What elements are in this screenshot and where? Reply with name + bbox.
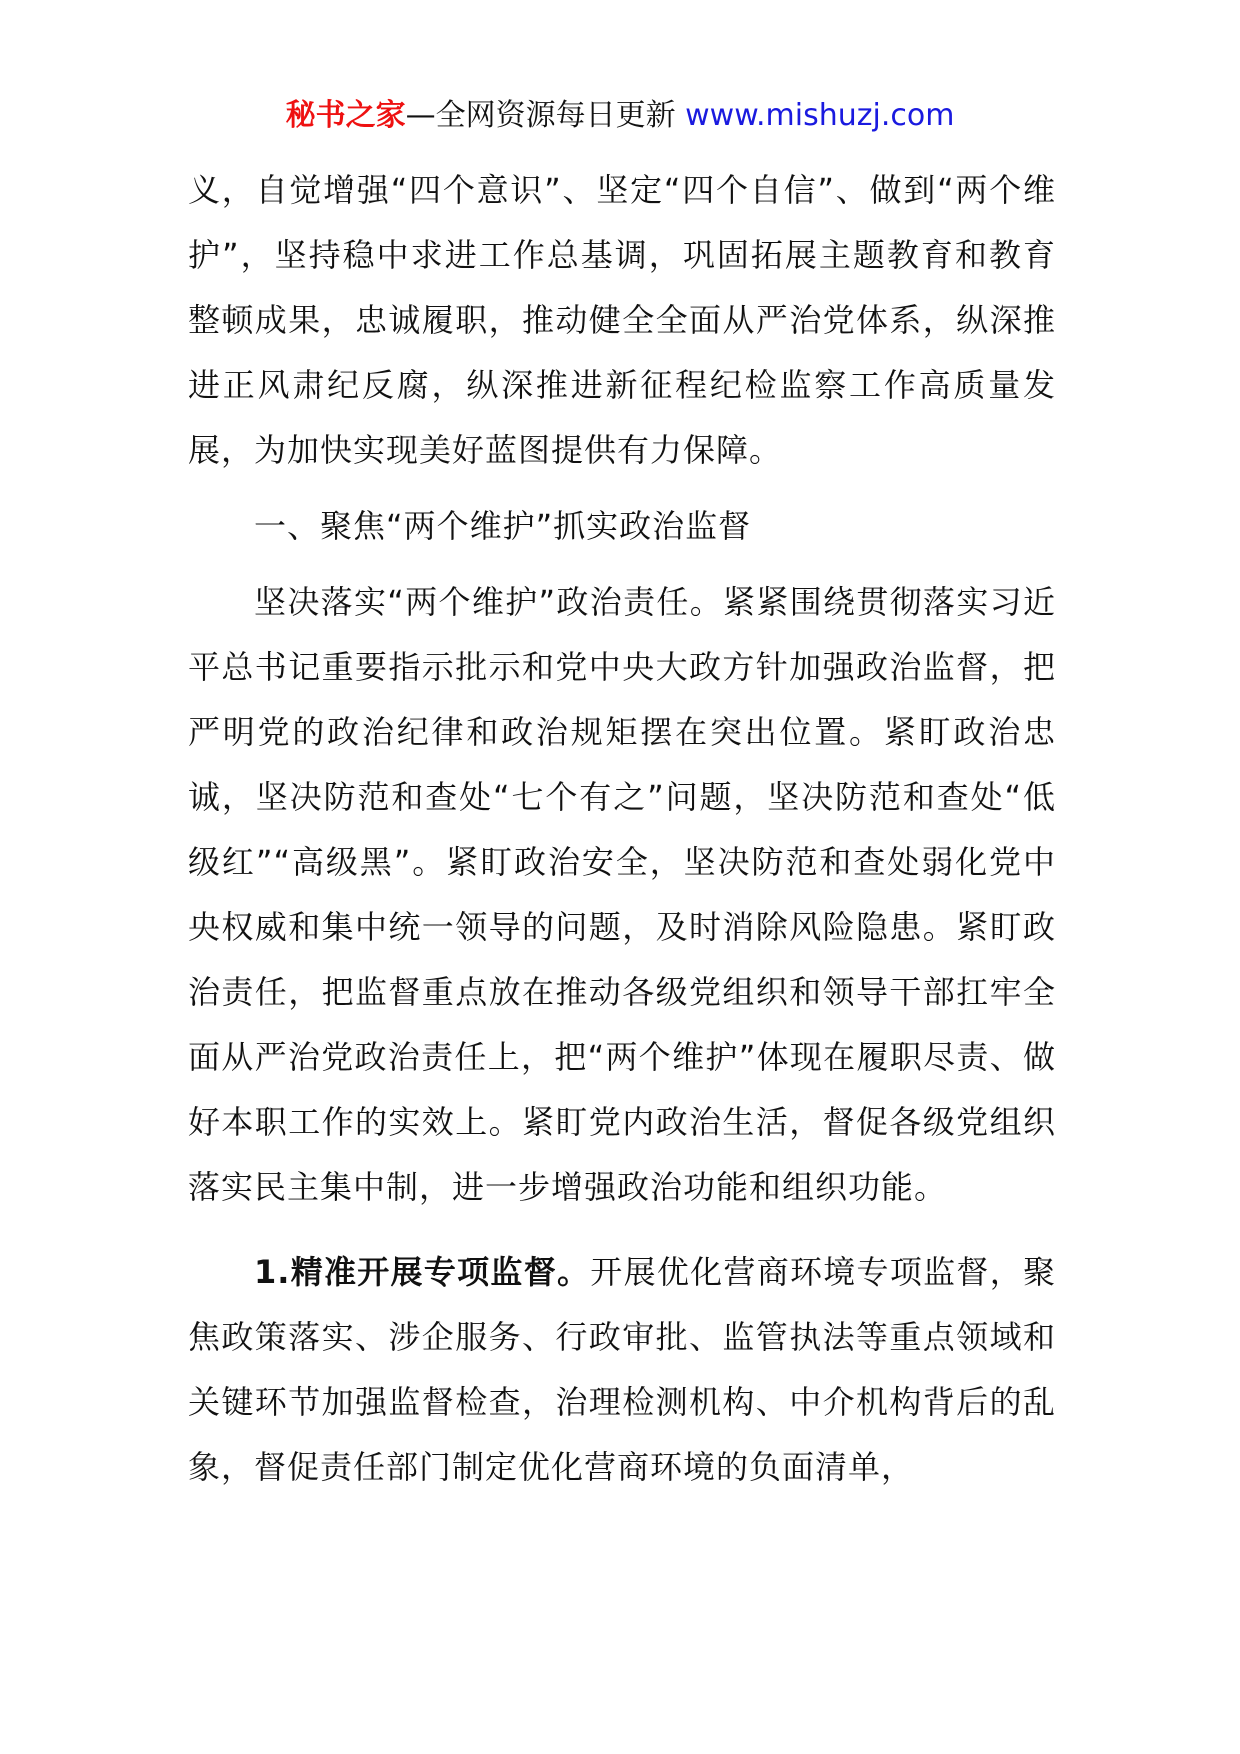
paragraph-lead-heading: 1.精准开展专项监督。 [254,1253,591,1291]
paragraph-special-supervision [188,1240,1056,1500]
paragraph-continued: 义，自觉增强“四个意识”、坚定“四个自信”、做到“两个维护”，坚持稳中求进工作总基调，巩固拓展主题教育和教育整顿成果，忠诚履职，推动健全全面从严治党体系，纵深推进正风肃纪反腐，纵深推进新征程纪检监察工作高质量发展，为加快实现美好蓝图提供有力保障。 [188,171,1056,469]
document-body [188,158,1056,1500]
brand-name: 秘书之家 [285,98,406,133]
paragraph-political-supervision: 坚决落实“两个维护”政治责任。紧紧围绕贯彻落实习近平总书记重要指示批示和党中央大政方针加强政治监督，把严明党的政治纪律和政治规矩摆在突出位置。紧盯政治忠诚，坚决防范和查处“七个有之”问题，坚决防范和查处“低级红”“高级黑”。紧盯政治安全，坚决防范和查处弱化党中央权威和集中统一领导的问题，及时消除风险隐患。紧盯政治责任，把监督重点放在推动各级党组织和领导干部扛牢全面从严治党政治责任上，把“两个维护”体现在履职尽责、做好本职工作的实效上。紧盯党内政治生活，督促各级党组织落实民主集中制，进一步增强政治功能和组织功能。 [188,583,1056,1206]
section-heading: 一、聚焦“两个维护”抓实政治监督 [254,507,752,545]
document-header [0,96,1240,136]
header-tagline: —全网资源每日更新 [405,98,686,133]
paragraph-body-text: 开展优化营商环境专项监督，聚焦政策落实、涉企服务、行政审批、监管执法等重点领域和关键环节加强监督检查，治理检测机构、中介机构背后的乱象，督促责任部门制定优化营商环境的负面清单， [188,1253,1056,1486]
website-link[interactable]: www.mishuzj.com [685,98,955,133]
